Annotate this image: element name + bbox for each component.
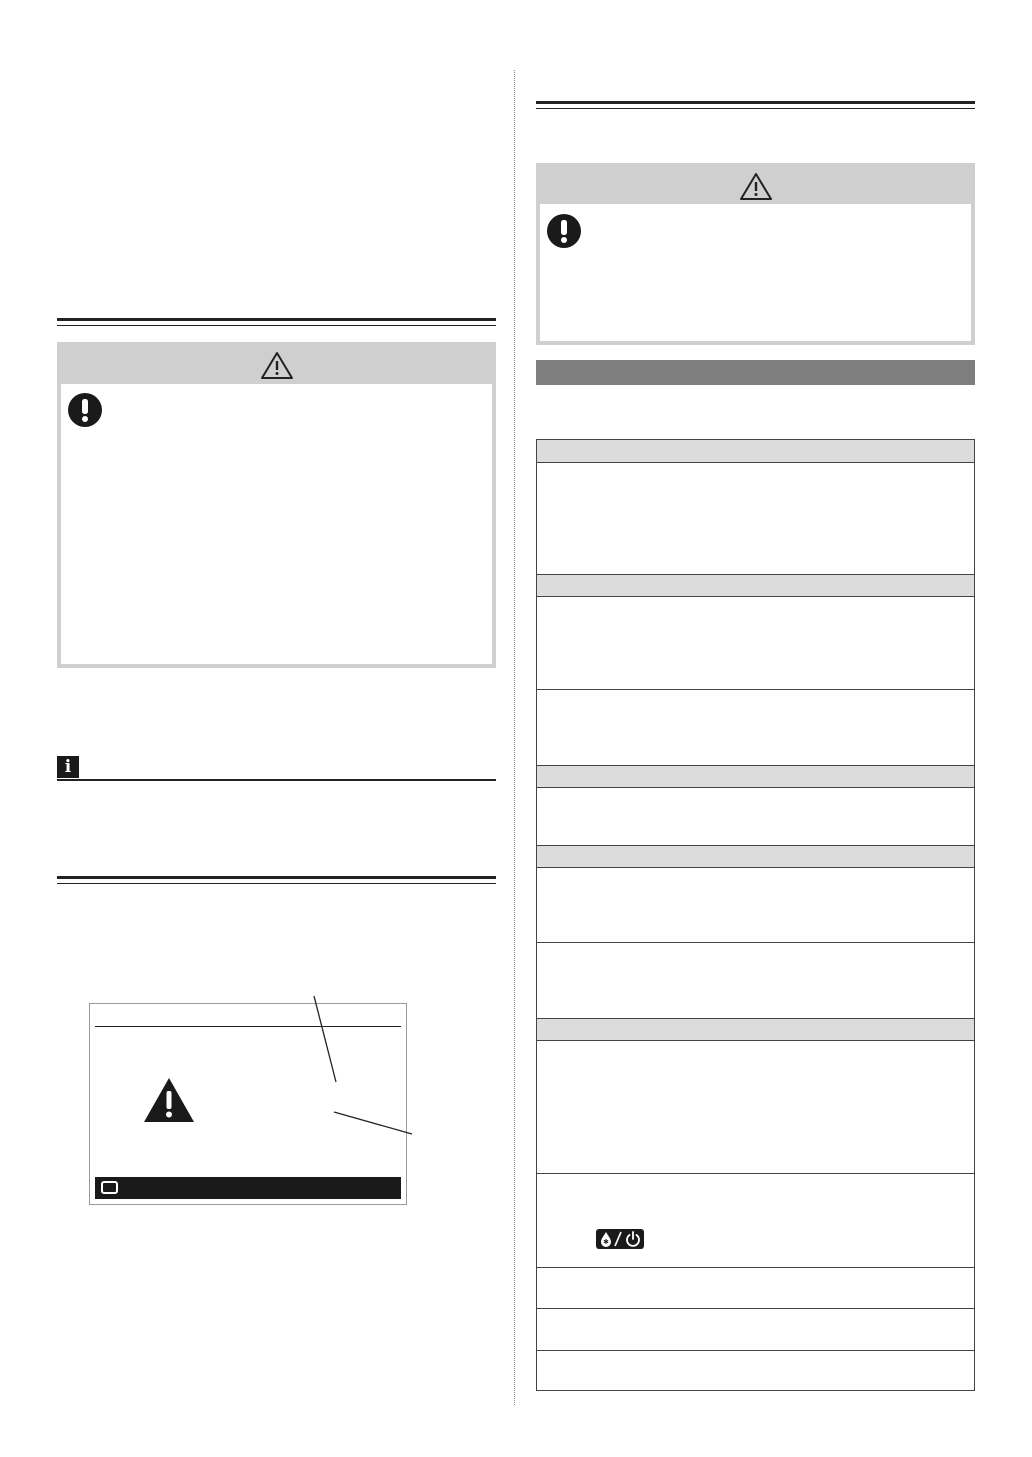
warning-triangle-icon bbox=[260, 350, 294, 380]
warning-box-right bbox=[536, 163, 975, 345]
table-header-row bbox=[537, 845, 974, 867]
info-icon: i bbox=[57, 756, 79, 778]
table-row bbox=[537, 942, 974, 1018]
info-rule bbox=[57, 779, 496, 781]
table-row bbox=[537, 1308, 974, 1350]
table-header-row bbox=[537, 765, 974, 787]
dry-onoff-icon bbox=[596, 1229, 644, 1249]
table-row bbox=[537, 1267, 974, 1308]
warning-triangle-icon bbox=[142, 1076, 196, 1124]
table-row bbox=[537, 787, 974, 845]
table-row bbox=[537, 596, 974, 689]
column-divider bbox=[514, 70, 515, 1405]
table-row bbox=[537, 1350, 974, 1391]
callout-lines bbox=[300, 990, 430, 1150]
warning-box-left bbox=[57, 342, 496, 668]
section-rule-left-2 bbox=[57, 876, 496, 884]
table-row bbox=[537, 1040, 974, 1173]
table-header-row bbox=[537, 574, 974, 596]
table-row bbox=[537, 1173, 974, 1267]
warning-triangle-icon bbox=[739, 171, 773, 201]
table-row bbox=[537, 689, 974, 765]
table-row bbox=[537, 462, 974, 574]
table-row bbox=[537, 867, 974, 942]
section-rule-right-1 bbox=[536, 101, 975, 109]
warning-box-header bbox=[61, 346, 492, 384]
screen-footer-bar bbox=[95, 1177, 401, 1199]
warning-box-header bbox=[540, 167, 971, 204]
table-header-row bbox=[537, 1018, 974, 1040]
table-header-row bbox=[537, 440, 974, 462]
exclamation-circle-icon bbox=[546, 213, 582, 249]
section-heading-bar bbox=[536, 360, 975, 385]
section-rule-left-1 bbox=[57, 318, 496, 326]
rounded-rectangle-icon bbox=[101, 1181, 118, 1194]
exclamation-circle-icon bbox=[67, 392, 103, 428]
